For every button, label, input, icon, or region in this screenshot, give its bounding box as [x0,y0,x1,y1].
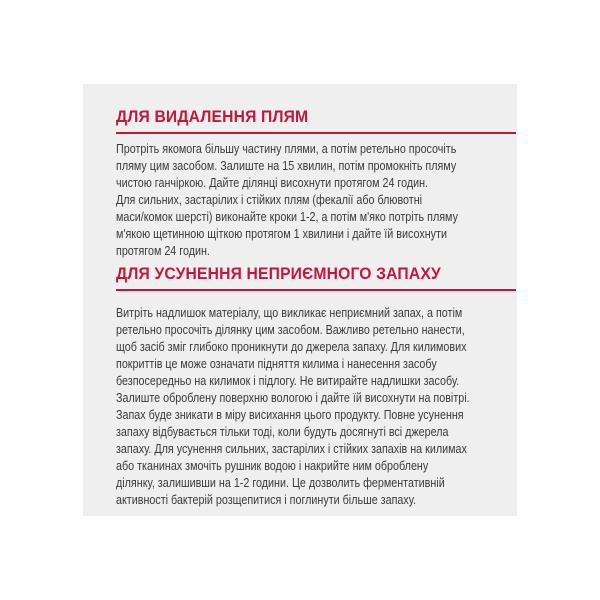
text-line: ретельно просочіть ділянку цим засобом. Важливо ретельно нанести, [116,323,465,337]
text-line: маси/комок шерсті) виконайте кроки 1-2, а потім м'яко потріть пляму [116,210,458,224]
text-line: пляму цим засобом. Залиште на 15 хвилин, потім промокніть пляму [116,159,457,173]
text-line: Запах буде зникати в міру висихання цього продукту. Повне усунення [116,408,464,422]
heading-divider [116,132,516,134]
stain-removal-text [116,141,511,260]
odor-removal-heading: ДЛЯ УСУНЕННЯ НЕПРИЄМНОГО ЗАПАХУ [116,264,441,283]
text-line: ділянку, залишивши на 1-2 години. Це дозволить ферментативній [116,476,445,490]
text-line: активності бактерій розщепитися і поглинути більше запаху. [116,493,417,507]
stain-removal-heading: ДЛЯ ВИДАЛЕННЯ ПЛЯМ [116,107,309,126]
stain-removal-section [116,105,511,260]
text-line: м'якою щетинною щіткою протягом 1 хвилини і дайте їй висохнути [116,227,447,241]
text-line: Залиште оброблену поверхню вологою і дайте їй висохнути на повітрі. [116,391,470,405]
instructions-panel [83,84,517,516]
odor-removal-text [116,305,511,509]
text-line: або тканинах змочіть рушник водою і накрийте ним оброблену [116,459,429,473]
text-line: покриттів це може означати підняття килима і нанесення засобу [116,357,437,371]
text-line: Витріть надлишок матеріалу, що викликає неприємний запах, а потім [116,306,463,320]
text-line: чистою ганчіркою. Дайте ділянці висохнути протягом 24 годин. [116,176,429,190]
odor-removal-section [116,262,511,509]
text-line: Протріть якомога більшу частину плями, а потім ретельно просочіть [116,142,457,156]
text-line: безпосередньо на килимок і підлогу. Не витирайте надлишки засобу. [116,374,460,388]
text-line: запаху. Для усунення сильних, застарілих і стійких запахів на килимах [116,442,467,456]
text-line: щоб засіб зміг глибоко проникнути до джерела запаху. Для килимових [116,340,467,354]
text-line: протягом 24 годин. [116,244,210,258]
text-line: Для сильних, застарілих і стійких плям (фекалії або блювотні [116,193,423,207]
heading-divider [116,289,516,291]
text-line: запаху відбувається тільки тоді, коли будуть досягнуті всі джерела [116,425,449,439]
